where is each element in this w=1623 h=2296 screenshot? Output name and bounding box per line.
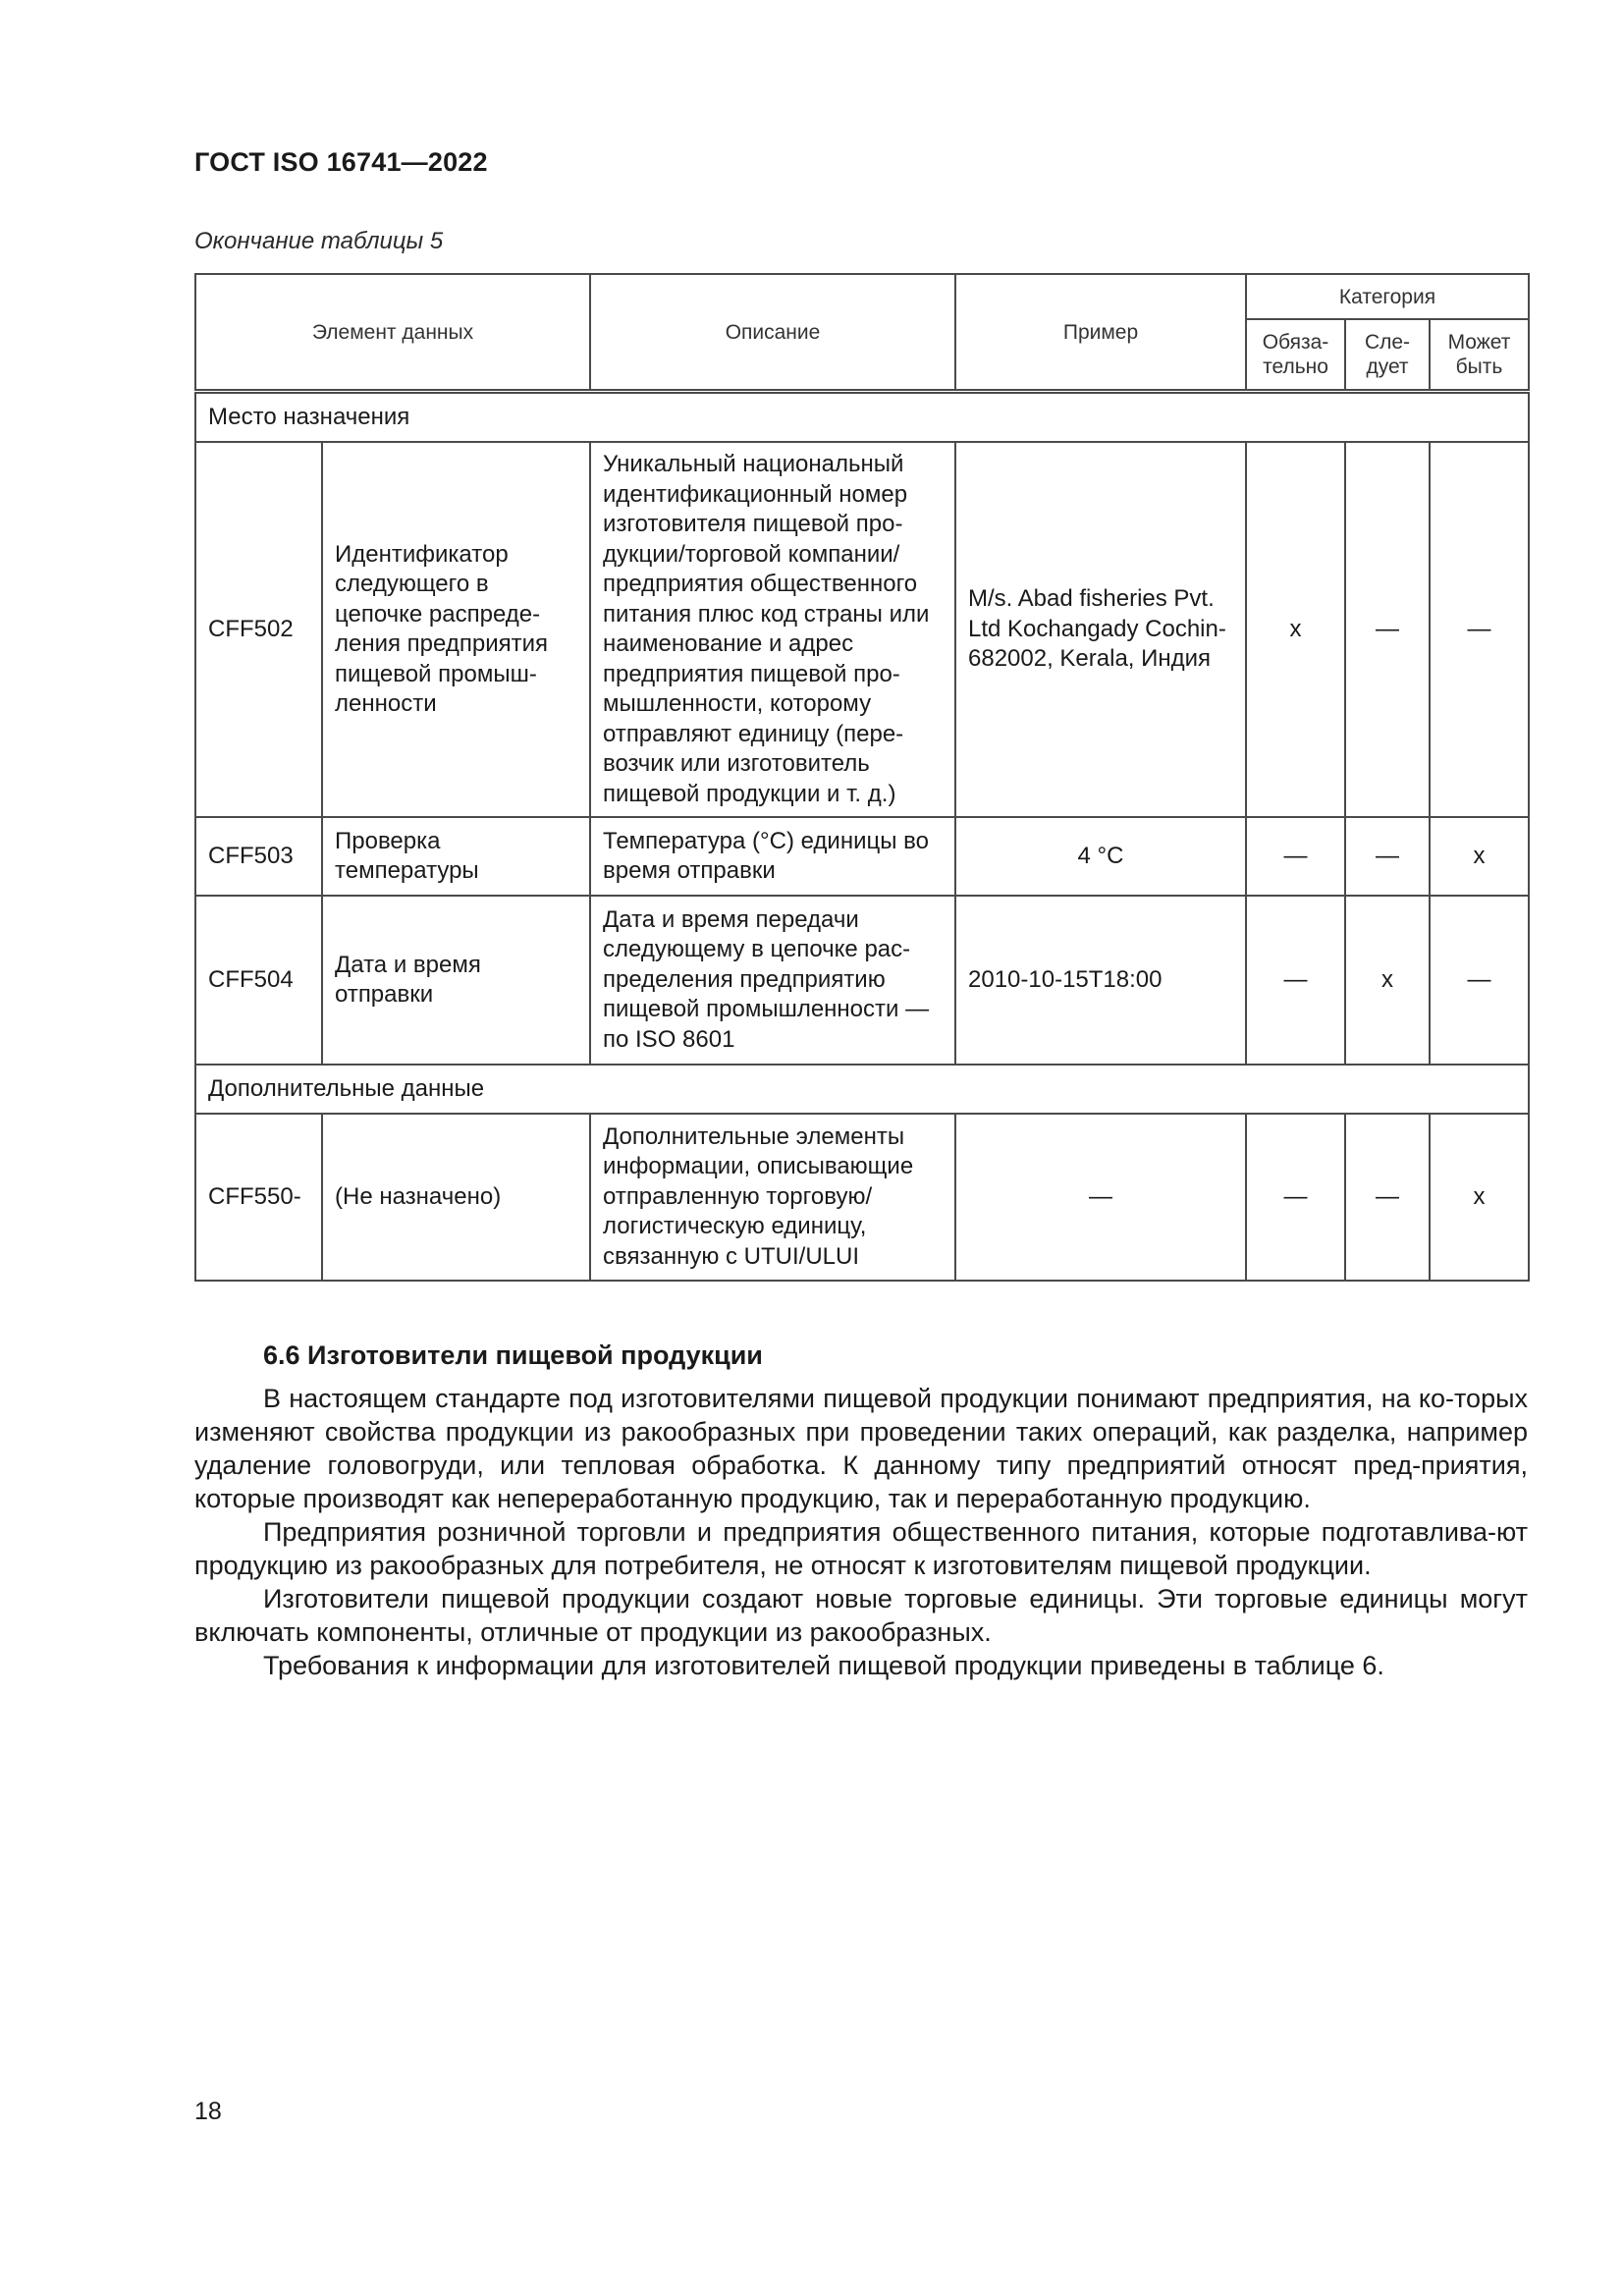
table-row-cff502 — [195, 442, 1529, 817]
data-element-code: CFF502 — [195, 442, 322, 817]
data-element-example: M/s. Abad fisheries Pvt. Ltd Kochangady Cochin-682002, Kerala, Индия — [955, 442, 1246, 817]
section-row-destination — [195, 392, 1529, 443]
section-row-additional — [195, 1065, 1529, 1114]
column-header-example: Пример — [955, 274, 1246, 392]
section-heading: 6.6 Изготовители пищевой продукции — [263, 1340, 763, 1370]
column-header-mandatory: Обяза- тельно — [1246, 319, 1345, 392]
category-mandatory-mark: x — [1246, 442, 1345, 817]
category-should-mark: x — [1345, 896, 1430, 1065]
column-header-may: Может быть — [1430, 319, 1529, 392]
table-caption: Окончание таблицы 5 — [194, 228, 444, 254]
section-title: Дополнительные данные — [195, 1065, 1529, 1114]
category-mandatory-mark: — — [1246, 1114, 1345, 1281]
column-header-should: Сле- дует — [1345, 319, 1430, 392]
table-header-row — [195, 274, 1529, 319]
table-row-cff503 — [195, 817, 1529, 896]
table-row-cff550 — [195, 1114, 1529, 1281]
category-may-mark: x — [1430, 817, 1529, 896]
section-body — [194, 1382, 1528, 1682]
data-element-name: Дата и время отправки — [322, 896, 590, 1065]
column-header-element: Элемент данных — [195, 274, 590, 392]
category-mandatory-mark: — — [1246, 817, 1345, 896]
data-element-name: Идентификатор следующего в цепочке распреде-ления предприятия пищевой промыш-ленности — [322, 442, 590, 817]
category-should-mark: — — [1345, 817, 1430, 896]
page-number: 18 — [194, 2098, 222, 2125]
section-title: Место назначения — [195, 392, 1529, 443]
body-paragraph: Предприятия розничной торговли и предприятия общественного питания, которые подготавлива-ют продукцию из ракообразных для потребителя, не относят к изготовителям пищевой продукции. — [194, 1517, 1528, 1580]
category-should-mark: — — [1345, 442, 1430, 817]
category-mandatory-mark: — — [1246, 896, 1345, 1065]
category-may-mark: — — [1430, 896, 1529, 1065]
data-element-description: Температура (°C) единицы во время отправки — [590, 817, 955, 896]
document-standard-header: ГОСТ ISO 16741—2022 — [194, 147, 488, 177]
data-element-description: Уникальный национальный идентификационный номер изготовителя пищевой про-дукции/торговой компании/ предприятия общественного питания плюс код страны или наименование и адрес предприятия пищевой про-мышленности, которому отправляют единицу (пере-возчик или изготовитель пищевой продукции и т. д.) — [590, 442, 955, 817]
data-element-name: Проверка температуры — [322, 817, 590, 896]
data-element-code: CFF503 — [195, 817, 322, 896]
column-header-category: Категория — [1246, 274, 1529, 319]
category-may-mark: x — [1430, 1114, 1529, 1281]
data-element-code: CFF550- — [195, 1114, 322, 1281]
body-paragraph: В настоящем стандарте под изготовителями пищевой продукции понимают предприятия, на ко-торых изменяют свойства продукции из ракообразных при проведении таких операций, как разделка, например удаление головогруди, или тепловая обработка. К данному типу предприятий относят пред-приятия, которые производят как непереработанную продукцию, так и переработанную продукцию. — [194, 1384, 1528, 1513]
table-row-cff504 — [195, 896, 1529, 1065]
body-paragraph: Требования к информации для изготовителей пищевой продукции приведены в таблице 6. — [263, 1651, 1384, 1680]
data-elements-table — [194, 273, 1530, 1282]
body-paragraph: Изготовители пищевой продукции создают новые торговые единицы. Эти торговые единицы могут включать компоненты, отличные от продукции из ракообразных. — [194, 1584, 1528, 1647]
data-element-code: CFF504 — [195, 896, 322, 1065]
data-element-example: — — [955, 1114, 1246, 1281]
data-element-description: Дополнительные элементы информации, описывающие отправленную торговую/ логистическую единицу, связанную с UTUI/ULUI — [590, 1114, 955, 1281]
category-should-mark: — — [1345, 1114, 1430, 1281]
data-element-name: (Не назначено) — [322, 1114, 590, 1281]
column-header-description: Описание — [590, 274, 955, 392]
data-element-example: 4 °C — [955, 817, 1246, 896]
data-element-example: 2010-10-15T18:00 — [955, 896, 1246, 1065]
data-element-description: Дата и время передачи следующему в цепочке рас-пределения предприятию пищевой промышленности — по ISO 8601 — [590, 896, 955, 1065]
category-may-mark: — — [1430, 442, 1529, 817]
